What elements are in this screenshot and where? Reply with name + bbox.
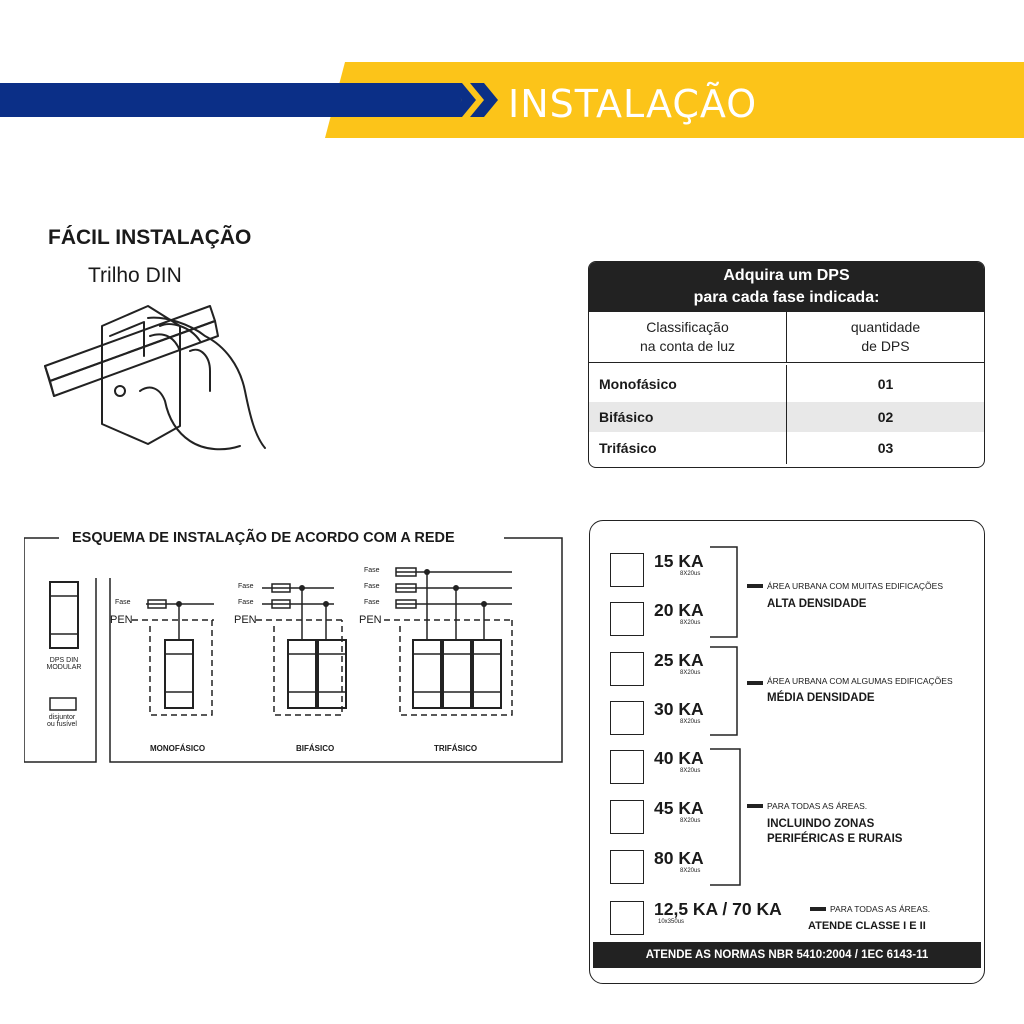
- schema-title: ESQUEMA DE INSTALAÇÃO DE ACORDO COM A REDE: [64, 530, 463, 546]
- table-row: [589, 432, 984, 464]
- rating-checkbox[interactable]: [610, 701, 644, 735]
- table-row: [589, 402, 984, 432]
- hand-din-rail-icon: [40, 296, 280, 471]
- row-label: Trifásico: [589, 432, 787, 464]
- rating-sub: 8X20us: [680, 719, 701, 725]
- group-note-small: PARA TODAS AS ÁREAS.: [830, 904, 931, 914]
- row-label: Bifásico: [589, 402, 787, 432]
- group-note-big: INCLUINDO ZONAS PERIFÉRICAS E RURAIS: [767, 818, 903, 845]
- bullet-dash: [747, 804, 763, 808]
- dps-table-header: [589, 262, 984, 312]
- group-note-big: ATENDE CLASSE I E II: [808, 920, 926, 932]
- rating-checkbox[interactable]: [610, 800, 644, 834]
- pen-label: PEN: [234, 614, 257, 626]
- pen-label: PEN: [359, 614, 382, 626]
- installation-schema: [24, 520, 564, 770]
- pen-label: PEN: [110, 614, 133, 626]
- ratings-panel: [589, 520, 985, 984]
- fase-label: Fase: [238, 599, 254, 606]
- rating-sub: 8X20us: [680, 818, 701, 824]
- fase-label: Fase: [115, 599, 131, 606]
- dps-col-quantity: quantidade de DPS: [850, 319, 921, 354]
- rating-sub: 8X20us: [680, 670, 701, 676]
- rating-sub: 8X20us: [680, 620, 701, 626]
- fase-label: Fase: [364, 599, 380, 606]
- dps-col-classification: Classificação na conta de luz: [589, 312, 787, 362]
- rating-checkbox[interactable]: [610, 553, 644, 587]
- group-note-small: ÁREA URBANA COM MUITAS EDIFICAÇÕES: [767, 581, 944, 591]
- bullet-dash: [747, 681, 763, 685]
- row-value: 02: [877, 409, 894, 425]
- group-note-small: ÁREA URBANA COM ALGUMAS EDIFICAÇÕES: [767, 676, 953, 686]
- table-row: [589, 365, 984, 402]
- bullet-dash: [747, 584, 763, 588]
- rating-sub: 8X20us: [680, 571, 701, 577]
- banner-title: INSTALAÇÃO: [508, 82, 758, 126]
- tri-caption: TRIFÁSICO: [434, 744, 478, 753]
- standards-footer: ATENDE AS NORMAS NBR 5410:2004 / 1EC 6143-11: [593, 942, 981, 968]
- rating-sub: 10x350us: [658, 919, 685, 925]
- group-note-big: ALTA DENSIDADE: [767, 598, 867, 610]
- rating-value: 40 KA: [654, 748, 704, 768]
- group-note-big: MÉDIA DENSIDADE: [767, 692, 875, 704]
- row-value: 03: [877, 440, 894, 456]
- rating-value: 45 KA: [654, 798, 704, 818]
- rating-value: 30 KA: [654, 699, 704, 719]
- dps-quantity-table: [588, 261, 985, 468]
- rating-checkbox[interactable]: [610, 602, 644, 636]
- rating-checkbox[interactable]: [610, 652, 644, 686]
- dps-column-headers: [589, 312, 984, 363]
- legend-dps-label: DPS DIN MODULAR: [46, 657, 82, 671]
- rating-checkbox[interactable]: [610, 901, 644, 935]
- schema-diagram: [24, 520, 564, 770]
- group-note-small: PARA TODAS AS ÁREAS.: [767, 801, 868, 811]
- bullet-dash: [810, 907, 826, 911]
- install-subtitle: Trilho DIN: [88, 264, 182, 287]
- rating-sub: 8X20us: [680, 768, 701, 774]
- mono-caption: MONOFÁSICO: [150, 744, 206, 753]
- dps-header-line1: Adquira um DPS: [723, 267, 850, 284]
- fase-label: Fase: [238, 583, 254, 590]
- dps-header-line2: para cada fase indicada:: [693, 289, 880, 306]
- install-title: FÁCIL INSTALAÇÃO: [48, 226, 252, 249]
- rating-value: 20 KA: [654, 600, 704, 620]
- rating-value: 80 KA: [654, 848, 704, 868]
- rating-value: 15 KA: [654, 551, 704, 571]
- legend-breaker-label: disjuntor ou fusível: [47, 714, 77, 728]
- rating-checkbox[interactable]: [610, 750, 644, 784]
- fase-label: Fase: [364, 583, 380, 590]
- bi-caption: BIFÁSICO: [296, 744, 335, 753]
- row-value: 01: [877, 375, 894, 392]
- rating-value: 12,5 KA / 70 KA: [654, 899, 782, 919]
- rating-sub: 8X20us: [680, 868, 701, 874]
- rating-checkbox[interactable]: [610, 850, 644, 884]
- row-label: Monofásico: [589, 365, 787, 402]
- rating-value: 25 KA: [654, 650, 704, 670]
- fase-label: Fase: [364, 567, 380, 574]
